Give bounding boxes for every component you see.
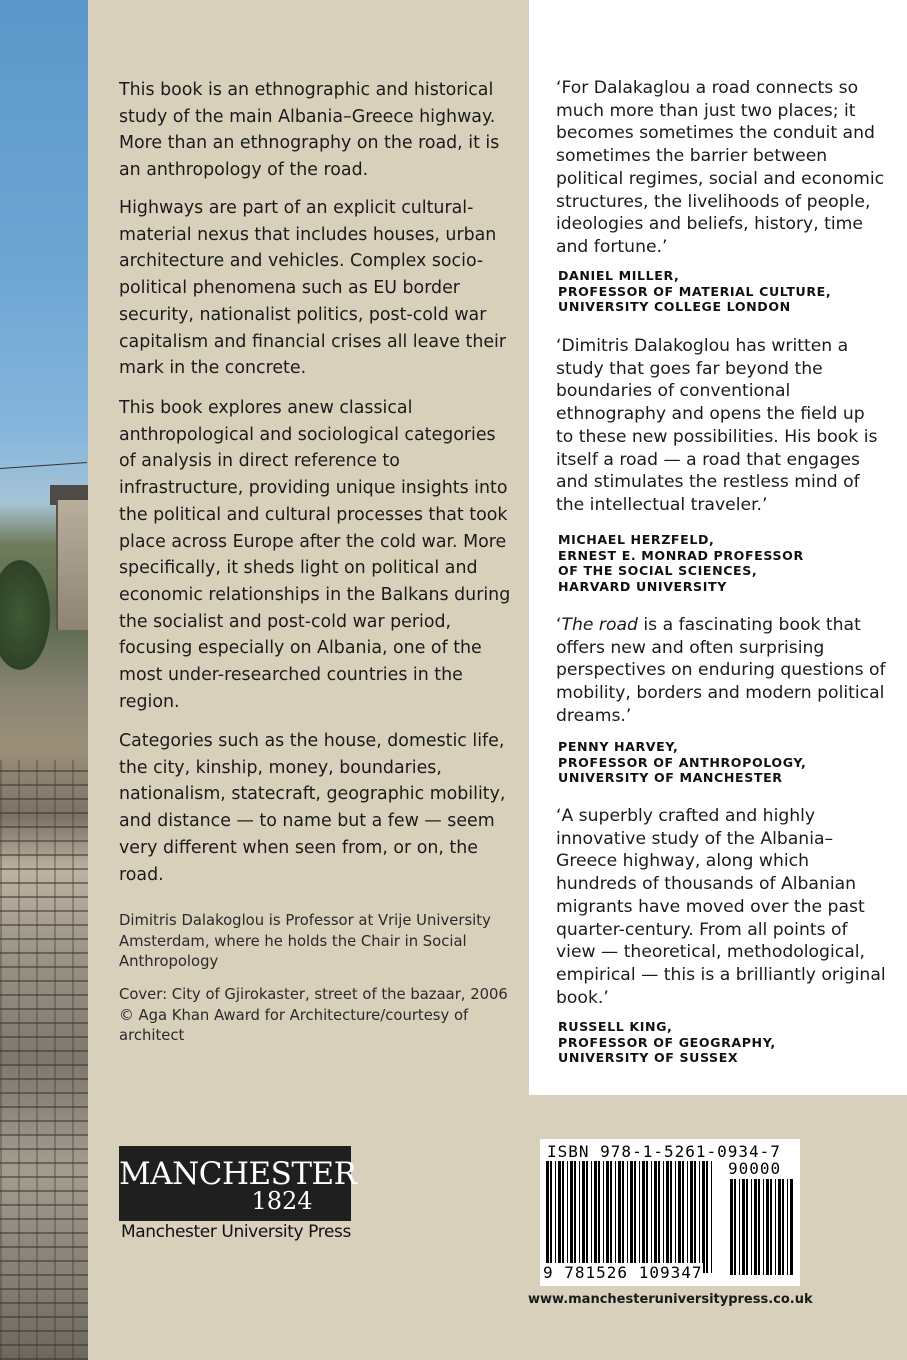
endorsement-attribution-2: [558, 532, 898, 594]
barcode-addon-bars: [730, 1179, 794, 1275]
barcode-bar: [598, 1161, 600, 1273]
quote-text: is a fascinating book that offers new and often surprising perspectives on enduring questions of mobility, borders and modern political dreams.’: [556, 615, 886, 726]
barcode-bar: [606, 1161, 609, 1273]
endorser-title: PROFESSOR OF GEOGRAPHY,: [558, 1034, 776, 1050]
barcode-bar: [630, 1161, 633, 1273]
barcode-bar: [567, 1161, 568, 1273]
endorser-title: PROFESSOR OF MATERIAL CULTURE,: [558, 283, 832, 299]
barcode-bar: [694, 1161, 696, 1273]
barcode-bar: [555, 1161, 556, 1273]
barcode-bar: [610, 1161, 612, 1273]
barcode-bar: [754, 1179, 757, 1275]
author-bio: Dimitris Dalakoglou is Professor at Vrije University Amsterdam, where he holds the Chair in Social Anthropology: [119, 912, 491, 970]
endorser-affiliation: UNIVERSITY OF SUSSEX: [558, 1050, 739, 1066]
endorser-title: PROFESSOR OF ANTHROPOLOGY,: [558, 754, 807, 770]
endorser-name: DANIEL MILLER,: [558, 268, 680, 283]
barcode-bar: [562, 1161, 564, 1273]
barcode-bar: [654, 1161, 657, 1273]
endorser-affiliation: HARVARD UNIVERSITY: [558, 578, 727, 594]
barcode-bar: [742, 1179, 745, 1275]
barcode-bar: [627, 1161, 628, 1273]
publisher-logo: [119, 1146, 357, 1221]
barcode-bar: [758, 1179, 760, 1275]
barcode-bar: [579, 1161, 580, 1273]
barcode-bar: [730, 1179, 733, 1275]
barcode-bar: [770, 1179, 772, 1275]
barcode-bar: [603, 1161, 604, 1273]
barcode-bar: [751, 1179, 752, 1275]
cover-photo-strip: [0, 0, 88, 1360]
barcode-bar: [787, 1179, 788, 1275]
barcode-bar: [574, 1161, 576, 1273]
description-paragraph-2: Highways are part of an explicit cultural-material nexus that includes houses, urban architecture and vehicles. Complex socio-political phenomena such as EU border security, nationalist politics, post-cold war capitalism and financial crises all leave their mark in the concrete.: [119, 198, 507, 379]
cover-credit: Cover: City of Gjirokaster, street of the bazaar, 2006 © Aga Khan Award for Architecture/courtesy of architect: [119, 986, 508, 1044]
barcode-bar: [763, 1179, 764, 1275]
barcode-bar: [594, 1161, 597, 1273]
barcode-bar: [658, 1161, 660, 1273]
logo-year: 1824: [251, 1187, 313, 1215]
endorser-affiliation: UNIVERSITY OF MANCHESTER: [558, 770, 783, 786]
endorsement-attribution-1: [558, 268, 898, 315]
barcode-bar: [546, 1161, 549, 1273]
barcode-bar: [702, 1161, 705, 1273]
publisher-name: Manchester University Press: [121, 1222, 351, 1242]
endorsement-quote-4: ‘A superbly crafted and highly innovative study of the Albania–Greece highway, along which hundreds of thousands of Albanian migrants have moved over the past quarter-century. From all points of view — theoretical, methodological, empirical — this is a brilliantly original book.’: [556, 806, 886, 1008]
barcode-bar: [550, 1161, 552, 1273]
price-code: 90000: [728, 1159, 782, 1178]
barcode-bar: [670, 1161, 672, 1273]
isbn-barcode: [540, 1139, 800, 1286]
barcode-bar: [582, 1161, 585, 1273]
barcode-bar: [778, 1179, 781, 1275]
barcode-bar: [678, 1161, 681, 1273]
barcode-bar: [586, 1161, 588, 1273]
barcode-bar: [570, 1161, 573, 1273]
barcode-bar: [739, 1179, 740, 1275]
stone-house: [56, 500, 88, 630]
endorsement-attribution-3: [558, 739, 898, 786]
endorsement-quote-1: ‘For Dalakaglou a road connects so much more than just two places; it becomes sometimes the conduit and sometimes the barrier between political regimes, social and economic structures, the livelihoods of people, ideologies and beliefs, history, time and fortune.’: [556, 78, 885, 257]
barcode-bar: [687, 1161, 688, 1273]
barcode-bar: [558, 1161, 561, 1273]
logo-wordmark: MANCHESTER: [119, 1156, 357, 1192]
barcode-bar: [675, 1161, 676, 1273]
quote-open-mark: ‘: [556, 615, 562, 635]
description-paragraph-3: This book explores anew classical anthropological and sociological categories of analysis in direct reference to infrastructure, providing unique insights into the political and cultural processes that took place across Europe after the cold war. More specifically, it sheds light on political and economic relationships in the Balkans during the socialist and post-cold war period, focusing especially on Albania, one of the most under-researched countries in the region.: [119, 398, 511, 712]
endorser-title: OF THE SOCIAL SCIENCES,: [558, 563, 758, 579]
barcode-bar: [734, 1179, 736, 1275]
barcode-bar: [690, 1161, 693, 1273]
barcode-bar: [766, 1179, 769, 1275]
barcode-bar: [646, 1161, 648, 1273]
endorsement-quote-3: [556, 614, 886, 728]
barcode-bar: [663, 1161, 664, 1273]
barcode-bar: [706, 1161, 708, 1273]
publisher-website: www.manchesteruniversitypress.co.uk: [528, 1292, 813, 1307]
barcode-bar: [666, 1161, 669, 1273]
barcode-bar: [622, 1161, 624, 1273]
endorsement-attribution-4: [558, 1019, 898, 1066]
barcode-bar: [775, 1179, 776, 1275]
barcode-bar: [699, 1161, 700, 1273]
endorser-title: ERNEST E. MONRAD PROFESSOR: [558, 547, 804, 563]
endorser-name: RUSSELL KING,: [558, 1019, 673, 1034]
endorser-name: PENNY HARVEY,: [558, 739, 679, 754]
barcode-bar: [642, 1161, 645, 1273]
endorser-name: MICHAEL HERZFELD,: [558, 532, 715, 547]
barcode-digits: 9 781526 109347: [543, 1263, 703, 1282]
book-title-italic: The road: [561, 615, 638, 635]
endorser-affiliation: UNIVERSITY COLLEGE LONDON: [558, 299, 791, 315]
description-paragraph-4: Categories such as the house, domestic life, the city, kinship, money, boundaries, nationalism, statecraft, geographic mobility, and distance — to name but a few — seem very different when seen from, or on, the road.: [119, 731, 506, 885]
cobblestone-street: [0, 760, 88, 1360]
isbn-label: ISBN 978-1-5261-0934-7: [547, 1142, 781, 1161]
barcode-bars: [546, 1161, 716, 1273]
barcode-bar: [746, 1179, 748, 1275]
barcode-bar: [634, 1161, 636, 1273]
barcode-bar: [591, 1161, 592, 1273]
barcode-bar: [790, 1179, 793, 1275]
barcode-bar: [615, 1161, 616, 1273]
barcode-bar: [618, 1161, 621, 1273]
barcode-bar: [711, 1161, 712, 1273]
tree: [0, 560, 50, 670]
barcode-bar: [782, 1179, 784, 1275]
barcode-bar: [651, 1161, 652, 1273]
description-paragraph-1: This book is an ethnographic and historical study of the main Albania–Greece highway. More than an ethnography on the road, it is an anthropology of the road.: [119, 80, 500, 181]
endorsement-quote-2: ‘Dimitris Dalakoglou has written a study that goes far beyond the boundaries of conventional ethnography and opens the field up to these new possibilities. His book is itself a road — a road that engages and stimulates the restless mind of the intellectual traveler.’: [556, 336, 878, 515]
barcode-bar: [639, 1161, 640, 1273]
barcode-bar: [682, 1161, 684, 1273]
